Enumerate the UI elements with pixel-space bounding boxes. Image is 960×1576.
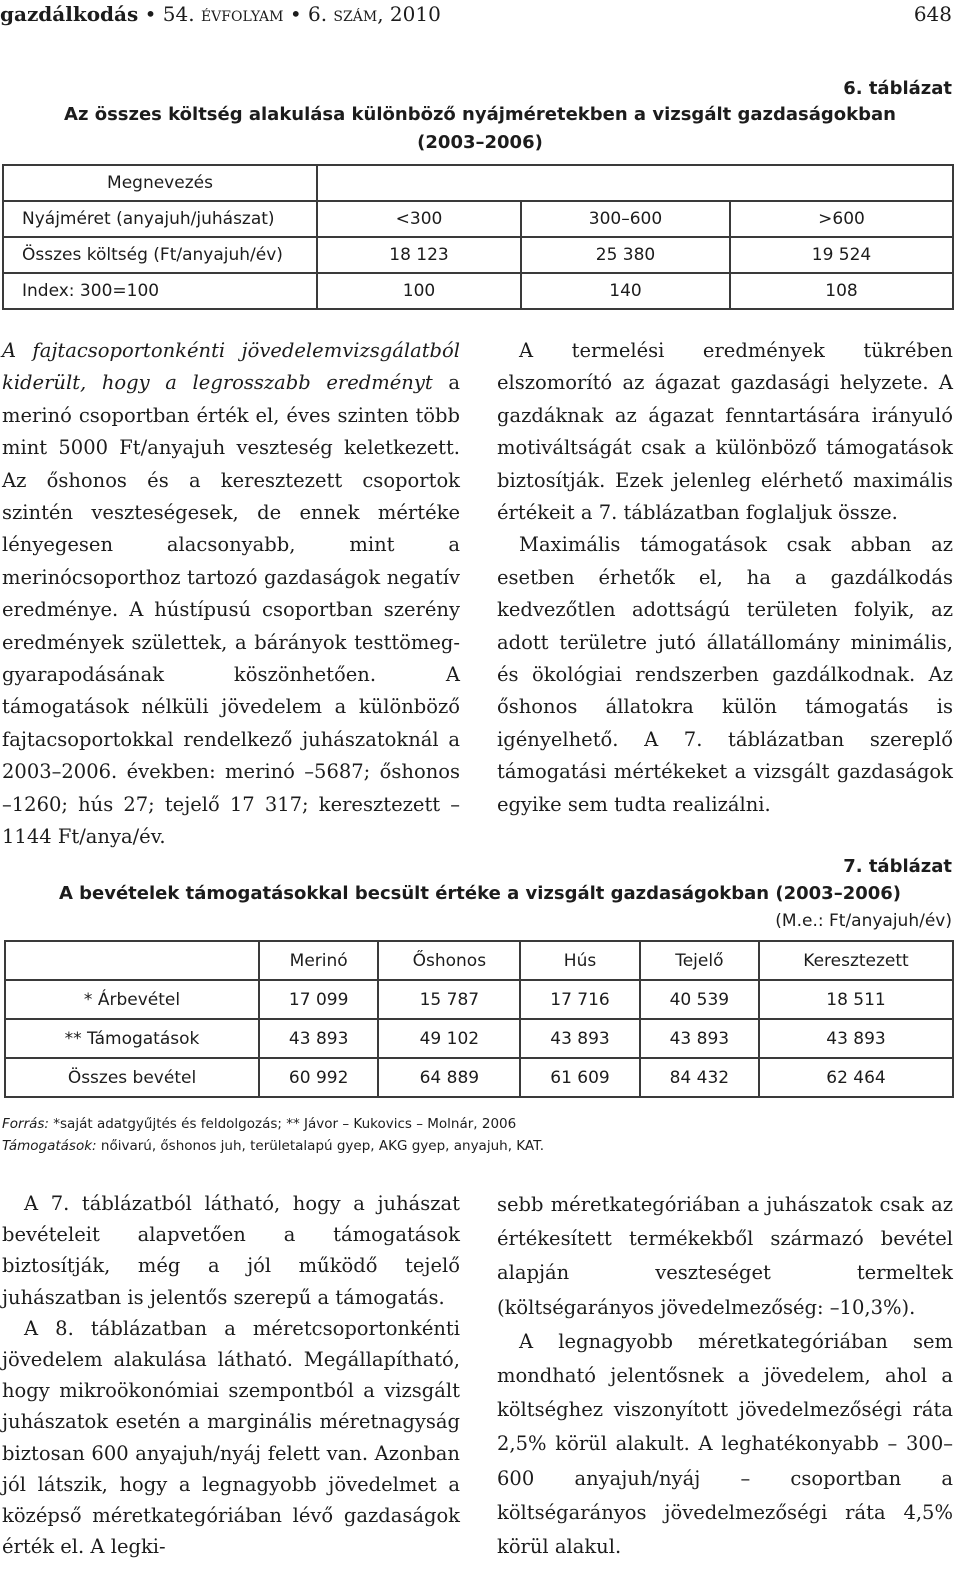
running-header [0,0,960,30]
table7 [4,940,954,1098]
issue-number: • 6. [283,2,334,26]
cell: 18 511 [759,980,953,1019]
table-row [3,201,953,237]
source-text: *saját adatgyűjtés és feldolgozás; ** Jávor – Kukovics – Molnár, 2006 [48,1116,517,1132]
cell: 49 102 [378,1019,520,1058]
page-number: 648 [913,2,952,26]
column-header [5,941,259,980]
source-label: Forrás: [2,1116,49,1132]
table-row [3,273,953,309]
paragraph: A termelési eredmények tükrében elszomorító az ágazat gazdasági helyzete. A gazdáknak az ágazat fenntartására irányuló motiváltságát csak a különböző támogatások biztosítják. Ezek jelenleg elérhető maximális értékeit a 7. táblázatban foglaljuk össze. [497,339,953,525]
row-label: Index: 300=100 [3,273,317,309]
journal-info [0,2,441,26]
support-label: Támogatások: [2,1138,97,1154]
table-row [5,980,953,1019]
table6 [2,164,954,310]
paragraph: A legnagyobb méretkategóriában sem mondható jelentősnek a jövedelem, ahol a költséghez viszonyított jövedelmezőségi ráta 2,5% körül alakult. A leghatékonyabb – 300–600 anyajuh/nyáj – csoportban a költségarányos jövedelmezőségi ráta 4,5% körül alakul. [497,1329,953,1559]
cell: 43 893 [520,1019,639,1058]
column-header: Őshonos [378,941,520,980]
cell: 17 716 [520,980,639,1019]
row-label: * Árbevétel [5,980,259,1019]
cell: 17 099 [259,980,378,1019]
table7-title: A bevételek támogatásokkal becsült értéke a vizsgált gazdaságokban (2003–2006) [58,883,902,904]
year: , 2010 [377,2,441,26]
cell: 25 380 [521,237,730,273]
row-label: Összes bevétel [5,1058,259,1097]
support-footnote [2,1138,544,1154]
row-label: Összes költség (Ft/anyajuh/év) [3,237,317,273]
table-row [3,165,953,201]
cell: 18 123 [317,237,521,273]
paragraph-text: a merinó csoportban érték el, éves szinten több mint 5000 Ft/anyajuh veszteség keletkezett. Az őshonos és a keresztezett csoportok szintén veszteségesek, de ennek mértéke lényegesen alacsonyabb, mint a merinócsoporthoz tartozó gazdaságok negatív eredménye. A hústípusú csoportban szerény eredmények születtek, a bárányok testtömeg-gyarapodásának köszönhetően. A támogatások nélküli jövedelem a különböző fajtacsoportokkal rendelkező juhászatoknál a 2003–2006. években: merinó –5687; őshonos –1260; hús 27; tejelő 17 317; keresztezett –1144 Ft/anya/év. [2,371,460,849]
paragraph: A 8. táblázatban a méretcsoportonkénti jövedelem alakulása látható. Megállapítható, hogy mikroökonómiai szempontból a vizsgált juhászatok esetén a marginális méretnagyság biztosan 600 anyajuh/nyáj felett van. Azonban jól látszik, hogy a legnagyobb jövedelmet a középső méretkategóriában lévő gazdaságok érték el. A legki- [2,1316,460,1559]
table6-number: 6. táblázat [843,78,952,99]
table7-number: 7. táblázat [843,856,952,877]
cell: 60 992 [259,1058,378,1097]
column-header: Tejelő [640,941,759,980]
table-row [5,941,953,980]
volume-number: • 54. [138,2,201,26]
paragraph: Maximális támogatások csak abban az esetben érhetők el, ha a gazdálkodás kedvezőtlen adottságú területen folyik, az adott területre jutó állatállomány minimális, és ökológiai rendszerben gazdálkodnak. Az őshonos állatokra külön támogatás is igényelhető. A 7. táblázatban szereplő támogatási mértékeket a vizsgált gazdaságok egyike sem tudta realizálni. [497,533,953,816]
cell: 62 464 [759,1058,953,1097]
cell: 61 609 [520,1058,639,1097]
cell: 100 [317,273,521,309]
table6-title: Az összes költség alakulása különböző nyájméretekben a vizsgált gazdaságokban [64,104,896,125]
column-header: Hús [520,941,639,980]
body-bottom-left-column [2,1188,460,1562]
cell: 64 889 [378,1058,520,1097]
source-footnote [2,1116,516,1132]
column-header: Keresztezett [759,941,953,980]
cell: 40 539 [640,980,759,1019]
body-top-left-column [2,335,460,854]
cell: 43 893 [259,1019,378,1058]
table-row [3,237,953,273]
cell: 43 893 [640,1019,759,1058]
support-text: nőivarú, őshonos juh, területalapú gyep, AKG gyep, anyajuh, KAT. [96,1138,545,1154]
table7-unit: (M.e.: Ft/anyajuh/év) [775,911,952,931]
issue-word: szám [333,2,378,26]
cell: 108 [730,273,953,309]
cell: 15 787 [378,980,520,1019]
body-bottom-right-column [497,1188,953,1564]
body-top-right-column [497,335,953,821]
cell: 84 432 [640,1058,759,1097]
table6-header-empty [317,165,953,201]
cell: 43 893 [759,1019,953,1058]
volume-word: évfolyam [200,2,284,26]
journal-name: gazdálkodás [0,2,139,26]
cell: 140 [521,273,730,309]
cell: 19 524 [730,237,953,273]
italic-lead: A fajtacsoportonkénti jövedelemvizsgálatból kiderült, hogy a legrosszabb eredményt [2,339,460,395]
table6-header-label: Megnevezés [3,165,317,201]
row-label: Nyájméret (anyajuh/juhászat) [3,201,317,237]
table-row [5,1058,953,1097]
column-header: Merinó [259,941,378,980]
paragraph: sebb méretkategóriában a juhászatok csak az értékesített termékekből származó bevétel alapján veszteséget termeltek (költségarányos jövedelmezőség: –10,3%). [497,1193,953,1319]
cell: <300 [317,201,521,237]
cell: 300–600 [521,201,730,237]
table-row [5,1019,953,1058]
table6-subtitle: (2003–2006) [417,132,543,153]
paragraph: A 7. táblázatból látható, hogy a juhászat bevételeit alapvetően a támogatások biztosítják, még a jól működő tejelő juhászatban is jelentős szerepű a támogatás. [2,1192,460,1309]
row-label: ** Támogatások [5,1019,259,1058]
cell: >600 [730,201,953,237]
